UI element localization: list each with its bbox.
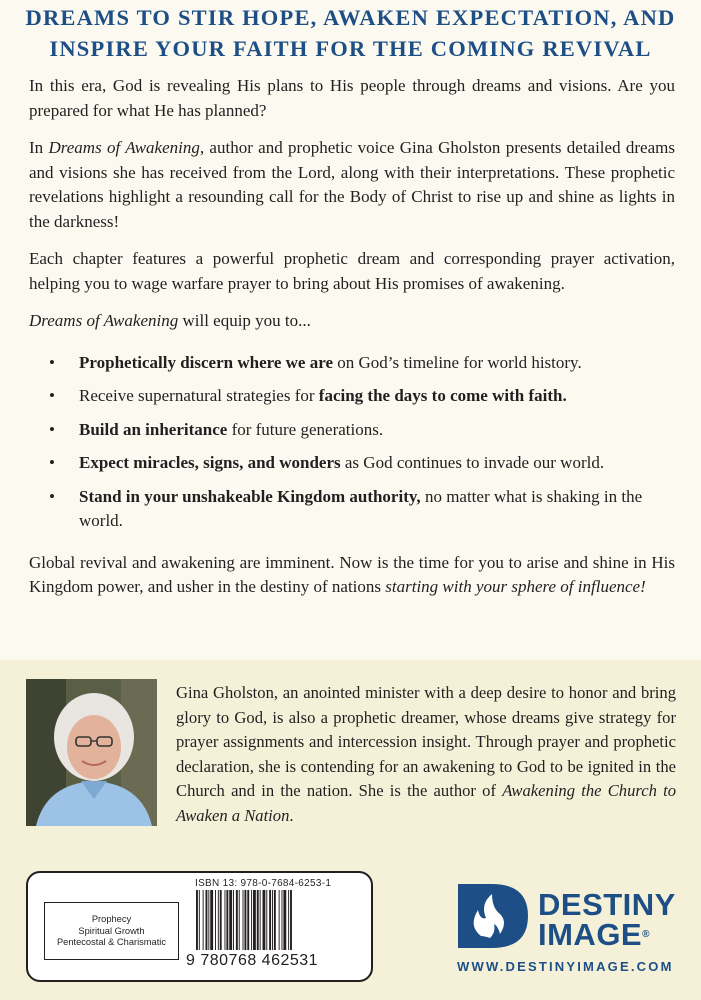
bold-text: facing the days to come with faith. [318,386,567,405]
list-item [29,351,675,376]
list-item [29,451,675,476]
barcode-icon [194,890,364,952]
publisher-name-line-1: DESTINY [538,887,676,922]
bullet-icon: • [49,386,55,405]
italic-text: starting with your sphere of influence! [385,577,646,596]
text-span: In [29,138,49,157]
book-title: Awakening the Church to Awaken a Nation [176,781,677,825]
bullet-icon: • [49,486,55,506]
list-item [29,485,675,534]
text-span: . [289,805,294,825]
publisher-name-line-2 [538,917,676,952]
description [29,74,675,613]
publisher-url: WWW.DESTINYIMAGE.COM [457,959,674,974]
author-photo [26,679,157,826]
registered-mark: ® [642,929,650,940]
headline-line-1: DREAMS TO STIR HOPE, AWAKEN EXPECTATION, AND [25,5,676,30]
book-title: Dreams of Awakening [29,311,179,330]
publisher-name [538,887,676,952]
benefits-list [29,351,675,534]
text-span: no matter what is shaking in the world. [79,486,643,530]
text-span: Receive supernatural strategies for [79,386,319,405]
intro-paragraph-3: Each chapter features a powerful prophetic dream and corresponding prayer activation, helping you to wage warfare prayer to bring about His promises of awakening. [29,249,675,293]
list-item [29,418,675,443]
book-title: Dreams of Awakening [48,138,200,157]
text-span: for future generations. [227,419,384,439]
barcode-digits: 9 780768 462531 [186,952,319,969]
category-label: Pentecostal & Charismatic [56,937,167,947]
category-label: Prophecy [91,914,132,924]
closing-paragraph [29,551,675,600]
back-cover-headline [0,2,701,64]
bold-text: Expect miracles, signs, and wonders [79,453,341,472]
bold-text: Prophetically discern where we are [79,352,334,372]
list-item [29,384,675,409]
text-span: Global revival and awakening are imminent. Now is the time for you to arise and shine in His Kingdom power, and usher in the destiny of nations [29,552,675,596]
text-span: will equip you to... [178,311,311,330]
category-box [44,902,179,960]
isbn-label: ISBN 13: 978-0-7684-6253-1 [195,878,332,889]
bullet-icon: • [49,419,55,439]
text-span: IMAGE [538,917,643,952]
bold-text: Build an inheritance [79,419,228,439]
headline-line-2: INSPIRE YOUR FAITH FOR THE COMING REVIVAL [49,36,652,61]
intro-paragraph-2 [29,136,675,234]
author-bio [176,681,676,829]
bold-text: Stand in your unshakeable Kingdom authority, [79,486,421,506]
text-span: on God’s timeline for world history. [333,352,582,372]
bullet-icon: • [49,453,55,472]
intro-paragraph-4 [29,309,675,334]
barcode-panel [26,871,373,982]
category-label: Spiritual Growth [78,925,145,936]
text-span: as God continues to invade our world. [340,453,605,472]
text-span: Gina Gholston, an anointed minister with a deep desire to honor and bring glory to God, is also a prophetic dreamer, whose dreams give strategy for prayer assignments and intercession insight. Through prayer and prophetic declaration, she is contending for an awakening to God to be ignited in the Church and in the nation. She is the author of [176,683,676,801]
flame-d-logo-icon [454,880,532,952]
bullet-icon: • [49,352,55,372]
text-span: , author and prophetic voice Gina Gholston presents detailed dreams and visions she has received from the Lord, along with their interpretations. These prophetic revelations highlight a resounding call for the Body of Christ to rise up and shine as lights in the darkness! [29,138,675,231]
intro-paragraph-1: In this era, God is revealing His plans to His people through dreams and visions. Are you prepared for what He has planned? [29,76,675,120]
